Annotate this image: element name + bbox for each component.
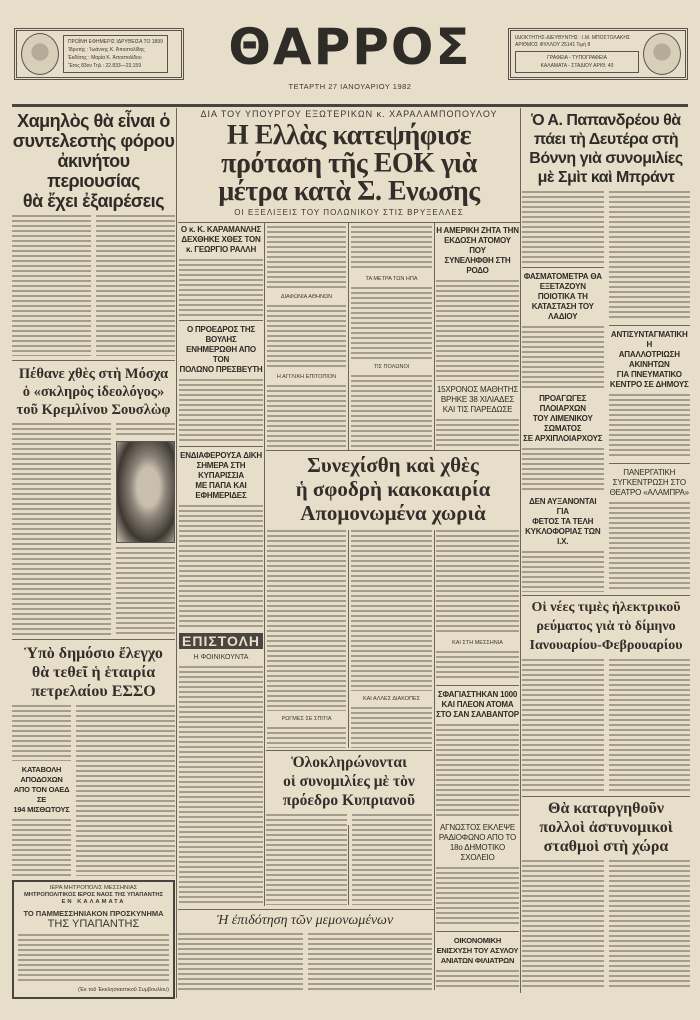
headline-line: ΑΠΟ ΤΟΝ ΟΑΕΔ ΣΕ [13,785,70,805]
headline-line: ΜΕ ΠΑΠΑ ΚΑΙ ΕΦΗΜΕΡΙΔΕΣ [195,481,247,501]
headline-line: πρόταση τῆς ΕΟΚ γιὰ [221,148,477,179]
lead-body-column-c [351,226,432,448]
article-body [609,659,691,793]
article-body [179,379,263,442]
article-body [308,933,433,990]
article-body [12,819,71,876]
masthead-right-box [508,28,688,80]
letter-label: ΕΠΙΣΤΟΛΗ [179,633,263,649]
lead-body [267,385,346,448]
lead-body [351,287,432,360]
headline-line: ΕΝΙΣΧΥΣΗ ΤΟΥ ΑΣΥΛΟΥ [436,946,519,955]
article-body [522,659,604,793]
headline-line: ΕΝΔΙΑΦΕΡΟΥΣΑ ΔΙΚΗ [180,451,262,461]
papandreou-headline [522,111,690,187]
founder-line: Ἱδρυτής : Ἰωάννης Κ. Ἀποστολίδης [68,47,145,53]
article-body [522,191,604,263]
article-body [12,215,91,356]
headline-line: ἡ σφοδρὴ κακοκαιρία [295,477,491,501]
article-body [96,215,175,356]
headline-line: ΠΑΝΕΡΓΑΤΙΚΗ [623,468,676,478]
issue-date: ΤΕΤΑΡΤΗ 27 ΙΑΝΟΥΑΡΙΟΥ 1982 [288,82,412,91]
headline-line: θὰ τεθεῖ ἡ ἑταιρία [31,663,156,681]
electricity-article [522,598,690,793]
article-body [609,502,691,592]
lead-kicker: ΔΙΑ ΤΟΥ ΥΠΟΥΡΓΟΥ ΕΞΩΤΕΡΙΚΩΝ κ. ΧΑΡΑΛΑΜΠΟΠΟΥΛΟΥ [200,109,498,119]
subsidy-article [178,912,432,990]
phone-line: Ἔτος 83ον Τηλ.: 22.833—23.159 [68,63,141,69]
article-body [436,970,519,990]
oaed-headline [12,765,71,815]
headline-line: 18ο ΔΗΜΟΤΙΚΟ ΣΧΟΛΕΙΟ [449,843,506,862]
section-heading: ΡΩΓΜΕΣ ΣΕ ΣΠΙΤΙΑ [281,716,332,722]
suslov-photo [116,441,175,543]
weather-headline [266,453,520,525]
letter-subtitle: Η ΦΟΙΝΙΚΟΥΝΤΑ [193,654,249,662]
headline-line: ΣΦΑΓΙΑΣΤΗΚΑΝ 1000 [437,690,518,699]
article-body [609,394,691,460]
notice-title: ΤΟ ΠΑΜΜΕΣΣΗΝΙΑΚΟΝ ΠΡΟΣΚΥΝΗΜΑ [23,908,164,918]
headline-line: ΔΕΧΘΗΚΕ ΧΘΕΣ ΤΟΝ [181,235,261,244]
rally-headline [609,468,691,498]
kyprianou-headline [266,753,432,810]
property-tax-headline [12,111,175,211]
lead-section-heading: Η ΑΓΓΛΙΚΗ ΕΠΙΤΟΠΙΟΝ [276,373,337,380]
headline-line: ΑΓΝΩΣΤΟΣ ΕΚΛΕΨΕ [440,823,515,832]
article-body [609,860,691,990]
publisher-line: Ἐκδότης : Μαρία Κ. Ἀποστολίδου [68,55,142,61]
headline-line: Ὑπὸ δημόσιο ἔλεγχο [24,644,163,662]
article-body [116,547,175,634]
lead-section-heading: ΔΙΑΦΩΝΙΑ ΑΘΗΝΩΝ [280,294,333,301]
headline-line: ΕΞΕΤΑΖΟΥΝ ΠΟΙΟΤΙΚΑ ΤΗ [537,282,588,302]
lead-body [267,226,346,289]
column-e [522,191,604,592]
expropriation-headline [609,330,691,390]
founded-line: ΠΡΩΪΝΗ ΕΦΗΜΕΡΙΣ ΙΔΡΥΘΕΙΣΑ ΤΟ 1899 [68,39,163,45]
headline-line: ΡΑΔΙΟΦΩΝΟ ΑΠΟ ΤΟ [438,833,517,842]
right-upper [522,111,690,592]
owner-line: ΙΔΙΟΚΤΗΤΗΣ-ΔΙΕΥΘΥΝΤΗΣ : Ι.Μ. ΜΠΟΣΤΟΛΑΚΗΣ [515,35,631,41]
headline-line: ΑΝΙΑΤΩΝ ΦΙΛΙΑΤΡΩΝ [440,956,515,965]
article-body [178,933,303,990]
newspaper-title: ΘΑΡΡΟΣ [228,18,472,76]
headline-line: ΕΚΔΟΣΗ ΑΤΟΜΟΥ ΠΟΥ [444,236,511,255]
headline-line: ΣΥΓΚΕΝΤΡΩΣΗ ΣΤΟ [612,478,686,488]
article-body [351,707,432,748]
electricity-headline [522,598,690,655]
lead-headline [178,122,520,206]
column-f [609,191,691,592]
headline-line: πάει τὴ Δευτέρα στὴ [533,131,679,148]
lead-header [178,109,520,218]
headline-line: ΚΑΤΑΣΤΑΣΗ ΤΟΥ ΛΑΔΙΟΥ [531,302,594,322]
article-body [436,724,519,819]
headline-line: ΦΕΤΟΣ ΤΑ ΤΕΛΗ [532,517,594,527]
notice-line: ΙΕΡΑ ΜΗΤΡΟΠΟΛΙΣ ΜΕΣΣΗΝΙΑΣ [49,884,138,891]
headline-line: ὁ «σκληρὸς ἰδεολόγος» [22,384,165,401]
headline-line: μὲ Σμὶτ καὶ Μπράντ [537,169,675,186]
article-body [266,814,347,905]
headline-line: Η Ελλὰς κατεψήφισε [226,120,472,151]
headline-line: σταθμοὶ στὴ χώρα [543,838,669,855]
trial-headline [179,451,263,501]
masthead-left-box [14,28,184,80]
headline-line: Θὰ καταργηθοῦν [548,800,664,817]
masthead-rule [12,104,688,107]
esso-headline [12,644,175,701]
student-headline [436,385,519,415]
lead-subhead: ΟΙ ΕΞΕΛΙΞΕΙΣ ΤΟΥ ΠΟΛΩΝΙΚΟΥ ΣΤΙΣ ΒΡΥΞΕΛΛΕΣ [234,208,464,217]
salvador-headline [436,690,519,720]
headline-line: πετρελαίου ΕΣΣΟ [31,682,156,700]
headline-line: τοῦ Κρεμλίνου Σουσλὼφ [16,402,171,419]
article-body [352,814,433,905]
headline-line: Ο ΠΡΟΕΔΡΟΣ ΤΗΣ ΒΟΥΛΗΣ [186,325,256,345]
headline-line: ΣΗΜΕΡΑ ΣΤΗ ΚΥΠΑΡΙΣΣΙΑ [196,461,246,481]
headline-line: Ιανουαρίου-Φεβρουαρίου [529,638,683,653]
article-body [436,867,519,927]
article-body [267,530,346,711]
kyprianou-article [266,753,432,905]
headline-line: Ὁλοκληρώνονται [291,754,407,771]
headline-line: ΑΝΤΙΣΥΝΤΑΓΜΑΤΙΚΗ Η [610,329,688,349]
lead-section-heading: ΤΑ ΜΕΤΡΑ ΤΩΝ ΗΠΑ [365,275,418,282]
lead-body [267,305,346,368]
headline-line: ΔΕΝ ΑΥΞΑΝΟΝΤΑΙ ΓΙΑ [529,497,597,517]
headline-line: ΘΕΑΤΡΟ «ΑΛΑΜΠΡΑ» [609,488,689,498]
headline-line: ΑΠΑΛΛΟΤΡΙΩΣΗ ΑΚΙΝΗΤΩΝ [618,349,680,369]
article-body [436,651,519,681]
masthead-left-info [63,35,168,73]
america-headline [436,226,519,276]
lead-section-heading: ΤΙΣ ΠΟΛΩΝΟΙ [373,364,410,371]
lead-body-column-b [267,226,346,448]
headline-line: ΣΤΟ ΣΑΝ ΣΑΛΒΑΝΤΟΡ [436,710,519,719]
section-heading: ΚΑΙ ΑΛΛΕΣ ΔΙΑΚΟΠΕΣ [362,696,421,702]
headline-line: ἀκινήτου περιουσίας [47,151,140,191]
offices-line: ΓΡΑΦΕΙΑ - ΤΥΠΟΓΡΑΦΕΙΑ [547,55,607,61]
headline-line: πολλοὶ ἀστυνομικοὶ [539,819,673,836]
article-body [179,259,263,316]
notice-signature: (Ἐκ τοῦ Ἐκκλησιαστικοῦ Συμβουλίου) [77,986,169,993]
subsidy-headline: Ἡ ἐπιδότηση τῶν μεμονωμένων [216,913,394,928]
notice-line: ΕΝ ΚΑΛΑΜΑΤΑ [61,898,126,905]
masthead-right-info [515,35,639,73]
headline-line: Χαμηλὸς θὰ εἶναι ὁ [17,111,170,131]
lead-body [351,375,432,448]
road-fees-headline [522,497,604,547]
article-body [522,551,604,592]
article-body [267,727,346,748]
headline-line: ΟΙΚΟΝΟΜΙΚΗ [453,936,502,945]
notice-line: ΜΗΤΡΟΠΟΛΙΤΙΚΟΣ ΙΕΡΟΣ ΝΑΟΣ ΤΗΣ ΥΠΑΠΑΝΤΗΣ [23,891,164,898]
article-body [179,505,263,629]
headline-line: μέτρα κατὰ Σ. Ενωσης [218,176,480,207]
article-body [116,423,175,437]
headline-line: θὰ ἔχει ἐξαιρέσεις [22,191,165,211]
headline-line: ΦΑΣΜΑΤΟΜΕΤΡΑ ΘΑ [523,272,602,282]
headline-line: Ο κ. Κ. ΚΑΡΑΜΑΝΛΗΣ [180,225,262,234]
headline-line: Συνεχίσθη καὶ χθὲς [307,453,479,477]
headline-line: ΚΑΤΑΒΟΛΗ ΑΠΟΔΟΧΩΝ [20,765,63,785]
weather-column-b [267,530,346,748]
article-body [436,419,519,448]
coin-emblem-icon [21,33,59,75]
left-column [12,111,175,999]
notice-title: ΤΗΣ ΥΠΑΠΑΝΤΗΣ [47,917,140,930]
karamanlis-headline [179,225,263,255]
column-d-upper [436,226,519,448]
suslov-headline [12,365,175,419]
article-body [12,423,111,634]
headline-line: ΚΕΝΤΡΟ ΣΕ ΔΗΜΟΥΣ [609,379,689,389]
headline-line: 15ΧΡΟΝΟΣ ΜΑΘΗΤΗΣ [436,385,519,394]
article-body [436,530,519,635]
article-body [522,326,604,389]
asylum-headline [436,936,519,966]
article-body [522,448,604,493]
headline-line: ΠΡΟΑΓΩΓΕΣ ΠΛΟΙΑΡΧΩΝ [539,393,587,413]
headline-line: ρεύματος γιὰ τὸ δίμηνο [536,619,676,634]
headline-line: ΤΟΥ ΛΙΜΕΝΙΚΟΥ ΣΩΜΑΤΟΣ [532,413,593,433]
headline-line: ΠΟΛΩΝΟ ΠΡΕΣΒΕΥΤΗ [179,365,263,375]
article-body [436,280,519,381]
article-body [76,705,175,876]
headline-line: πρόεδρο Κυπριανοῦ [282,792,416,809]
promotions-headline [522,394,604,444]
headline-line: Η ΑΜΕΡΙΚΗ ΖΗΤΑ ΤΗΝ [436,226,519,235]
column-a [179,225,263,905]
weather-header [266,453,520,525]
section-heading: ΚΑΙ ΣΤΗ ΜΕΣΣΗΝΙΑ [452,640,503,646]
article-body [522,860,604,990]
headline-line: ΣΕ ΑΡΧΙΠΛΟΙΑΡΧΟΥΣ [523,433,603,443]
headline-line: ΚΥΚΛΟΦΟΡΙΑΣ ΤΩΝ Ι.Χ. [525,527,601,547]
headline-line: ΒΡΗΚΕ 38 ΧΙΛΙΑΔΕΣ [440,395,515,404]
article-body [12,705,71,762]
weather-column-c [351,530,432,748]
headline-line: Οἱ νέες τιμὲς ἠλεκτρικοῦ [531,600,681,615]
parliament-headline [179,325,263,375]
issue-number-line: ΑΡΙΘΜΟΣ ΦΥΛΛΟΥ 25141 Τιμή 8 [515,42,591,48]
radio-theft-headline [436,823,519,863]
notice-body [18,934,169,984]
church-notice [12,880,175,999]
headline-line: Απομονωμένα χωριὰ [300,501,486,525]
headline-line: ΣΥΝΕΛΗΦΘΗ ΣΤΗ ΡΟΔΟ [444,256,511,275]
headline-line: Ὁ Α. Παπανδρέου θὰ [531,112,681,129]
headline-line: συντελεστὴς φόρου [12,131,175,151]
headline-line: κ. ΓΕΩΡΓΙΟ ΡΑΛΛΗ [185,245,257,254]
headline-line: ΓΙΑ ΠΝΕΥΜΑΤΙΚΟ [616,369,682,379]
police-headline [522,799,690,856]
headline-line: Βόννη γιὰ συνομιλίες [529,150,683,167]
headline-line: Πέθανε χθὲς στὴ Μόσχα [18,366,169,383]
headline-line: ΚΑΙ ΠΛΕΟΝ ΑΤΟΜΑ [441,700,514,709]
column-d-lower [436,530,519,990]
headline-line: ΕΝΗΜΕΡΩΘΗ ΑΠΟ ΤΟΝ [186,345,256,365]
letter-body [179,666,263,905]
spectrometers-headline [522,272,604,322]
article-body [609,191,691,321]
article-body [351,530,432,691]
lead-body [351,226,432,271]
headline-line: 194 ΜΙΣΘΩΤΟΥΣ [13,805,70,815]
address-line: ΚΑΛΑΜΑΤΑ - ΣΤΑΔΙΟΥ ΑΡΙΘ. 40 [540,63,614,69]
church-seal-icon [643,33,681,75]
headline-line: ΚΑΙ ΤΙΣ ΠΑΡΕΔΩΣΕ [442,405,513,414]
police-article [522,799,690,990]
headline-line: οἱ συνομιλίες μὲ τὸν [283,773,415,790]
